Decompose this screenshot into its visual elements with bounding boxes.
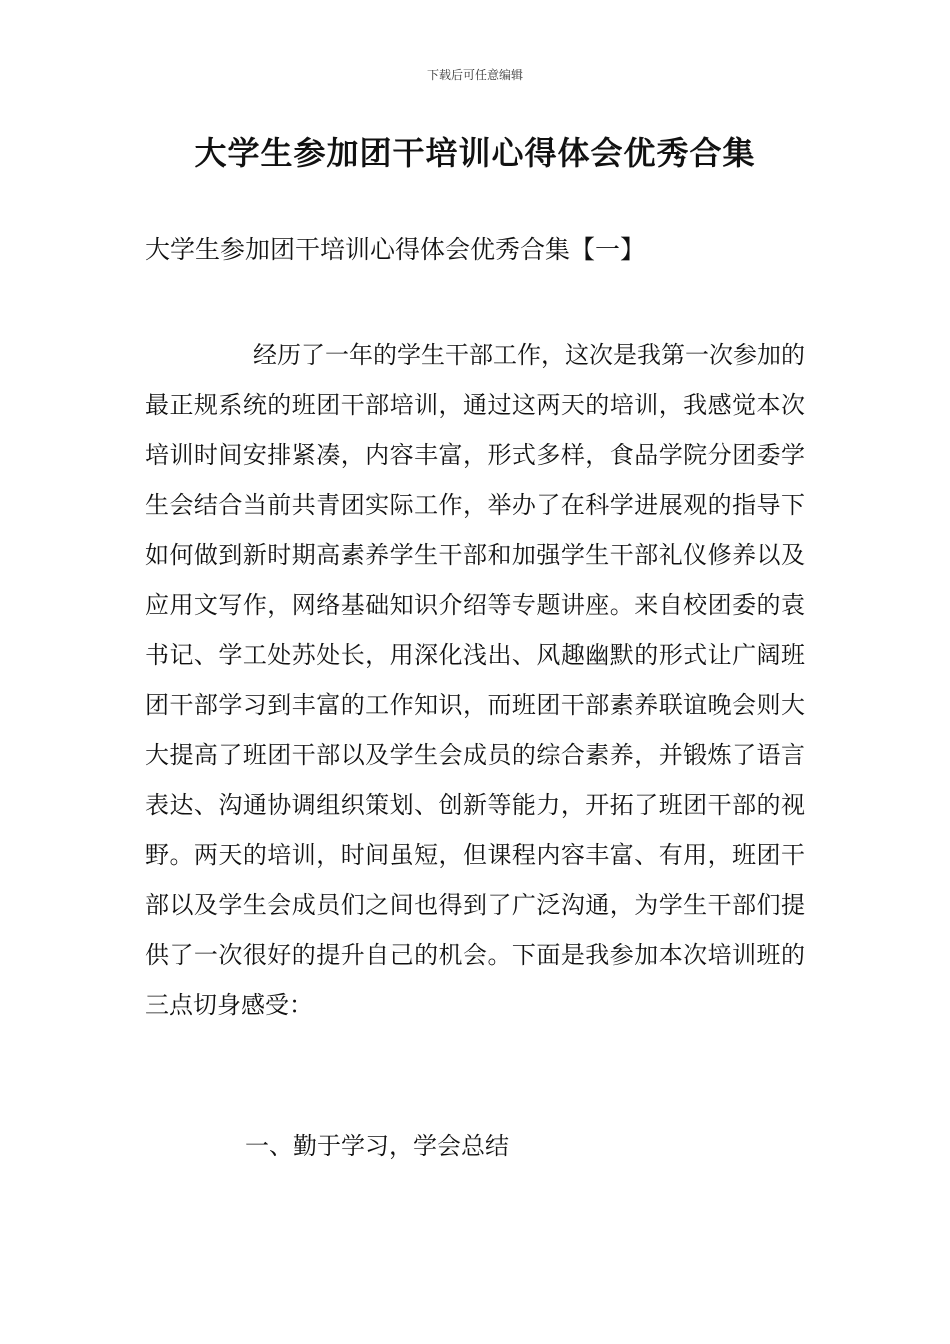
section-subtitle: 大学生参加团干培训心得体会优秀合集【一】	[145, 235, 646, 264]
page-title: 大学生参加团干培训心得体会优秀合集	[194, 134, 756, 172]
section-heading: 一、勤于学习，学会总结	[245, 1132, 509, 1160]
body-paragraph: 经历了一年的学生干部工作，这次是我第一次参加的最正规系统的班团干部培训，通过这两天的培训，我感觉本次培训时间安排紧凑，内容丰富，形式多样，食品学院分团委学生会结合当前共青团实际工作，举办了在科学进展观的指导下如何做到新时期高素养学生干部和加强学生干部礼仪修养以及应用文写作，网络基础知识介绍等专题讲座。来自校团委的袁书记、学工处苏处长，用深化浅出、风趣幽默的形式让广阔班团干部学习到丰富的工作知识，而班团干部素养联谊晚会则大大提高了班团干部以及学生会成员的综合素养，并锻炼了语言表达、沟通协调组织策划、创新等能力，开拓了班团干部的视野。两天的培训，时间虽短，但课程内容丰富、有用，班团干部以及学生会成员们之间也得到了广泛沟通，为学生干部们提供了一次很好的提升自己的机会。下面是我参加本次培训班的三点切身感受：	[145, 341, 805, 1019]
header-note: 下载后可任意编辑	[426, 68, 523, 82]
